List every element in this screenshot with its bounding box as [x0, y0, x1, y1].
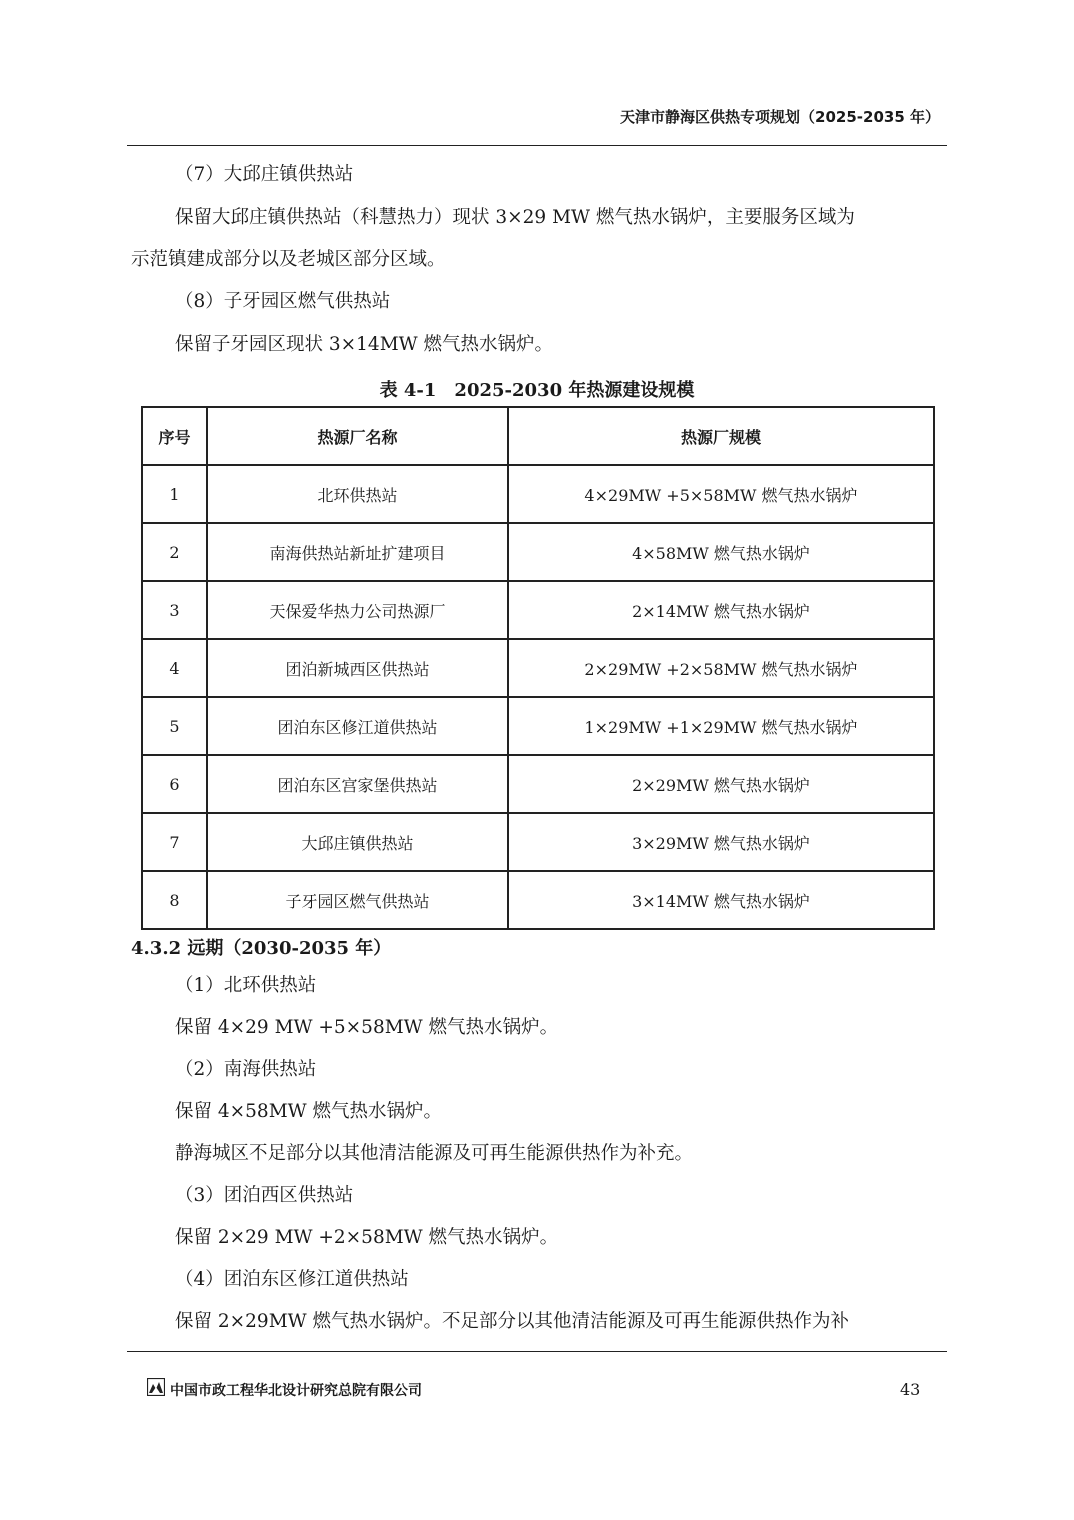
institute-logo-icon — [147, 1378, 165, 1396]
paragraph-line: 静海城区不足部分以其他清洁能源及可再生能源供热作为补充。 — [175, 1143, 694, 1164]
cell-name: 南海供热站新址扩建项目 — [207, 523, 508, 581]
cell-scale: 4×58MW 燃气热水锅炉 — [508, 523, 934, 581]
cell-name: 大邱庄镇供热站 — [207, 813, 508, 871]
paragraph-line: 示范镇建成部分以及老城区部分区域。 — [131, 249, 446, 270]
table-row — [142, 755, 934, 813]
organization-name: 中国市政工程华北设计研究总院有限公司 — [170, 1383, 422, 1399]
table-row — [142, 581, 934, 639]
cell-scale: 4×29MW +5×58MW 燃气热水锅炉 — [508, 465, 934, 523]
cell-name: 团泊东区修江道供热站 — [207, 697, 508, 755]
subheading-3: （3）团泊西区供热站 — [175, 1185, 354, 1206]
subheading-8: （8）子牙园区燃气供热站 — [175, 291, 391, 312]
cell-scale: 3×14MW 燃气热水锅炉 — [508, 871, 934, 929]
cell-scale: 1×29MW +1×29MW 燃气热水锅炉 — [508, 697, 934, 755]
paragraph-line: 保留子牙园区现状 3×14MW 燃气热水锅炉。 — [175, 334, 554, 355]
paragraph-line: 保留 2×29MW 燃气热水锅炉。不足部分以其他清洁能源及可再生能源供热作为补 — [175, 1311, 850, 1332]
cell-index: 6 — [142, 755, 207, 813]
cell-scale: 2×14MW 燃气热水锅炉 — [508, 581, 934, 639]
cell-name: 天保爱华热力公司热源厂 — [207, 581, 508, 639]
subheading-1: （1）北环供热站 — [175, 975, 317, 996]
table-row — [142, 871, 934, 929]
section-heading: 4.3.2 远期（2030-2035 年） — [131, 938, 392, 959]
cell-index: 1 — [142, 465, 207, 523]
table-caption: 表 4-1 2025-2030 年热源建设规模 — [379, 380, 695, 401]
cell-name: 子牙园区燃气供热站 — [207, 871, 508, 929]
cell-name: 团泊新城西区供热站 — [207, 639, 508, 697]
column-header-name: 热源厂名称 — [207, 407, 508, 465]
table-row — [142, 697, 934, 755]
page-number: 43 — [900, 1380, 921, 1399]
cell-index: 2 — [142, 523, 207, 581]
header-rule — [127, 145, 947, 146]
footer-rule — [127, 1351, 947, 1352]
cell-index: 7 — [142, 813, 207, 871]
table-row — [142, 523, 934, 581]
table-row — [142, 465, 934, 523]
cell-index: 3 — [142, 581, 207, 639]
cell-scale: 2×29MW 燃气热水锅炉 — [508, 755, 934, 813]
table-header-row — [142, 407, 934, 465]
cell-index: 5 — [142, 697, 207, 755]
cell-index: 8 — [142, 871, 207, 929]
cell-scale: 2×29MW +2×58MW 燃气热水锅炉 — [508, 639, 934, 697]
paragraph-line: 保留 4×29 MW +5×58MW 燃气热水锅炉。 — [175, 1017, 559, 1038]
subheading-4: （4）团泊东区修江道供热站 — [175, 1269, 409, 1290]
cell-name: 团泊东区宫家堡供热站 — [207, 755, 508, 813]
column-header-scale: 热源厂规模 — [508, 407, 934, 465]
heat-source-table — [141, 406, 935, 930]
cell-scale: 3×29MW 燃气热水锅炉 — [508, 813, 934, 871]
cell-index: 4 — [142, 639, 207, 697]
paragraph-line: 保留大邱庄镇供热站（科慧热力）现状 3×29 MW 燃气热水锅炉，主要服务区域为 — [175, 207, 855, 228]
subheading-2: （2）南海供热站 — [175, 1059, 317, 1080]
paragraph-line: 保留 2×29 MW +2×58MW 燃气热水锅炉。 — [175, 1227, 559, 1248]
subheading-7: （7）大邱庄镇供热站 — [175, 164, 354, 185]
column-header-index: 序号 — [142, 407, 207, 465]
table-row — [142, 813, 934, 871]
table-row — [142, 639, 934, 697]
document-title: 天津市静海区供热专项规划（2025-2035 年） — [620, 108, 940, 126]
cell-name: 北环供热站 — [207, 465, 508, 523]
paragraph-line: 保留 4×58MW 燃气热水锅炉。 — [175, 1101, 443, 1122]
